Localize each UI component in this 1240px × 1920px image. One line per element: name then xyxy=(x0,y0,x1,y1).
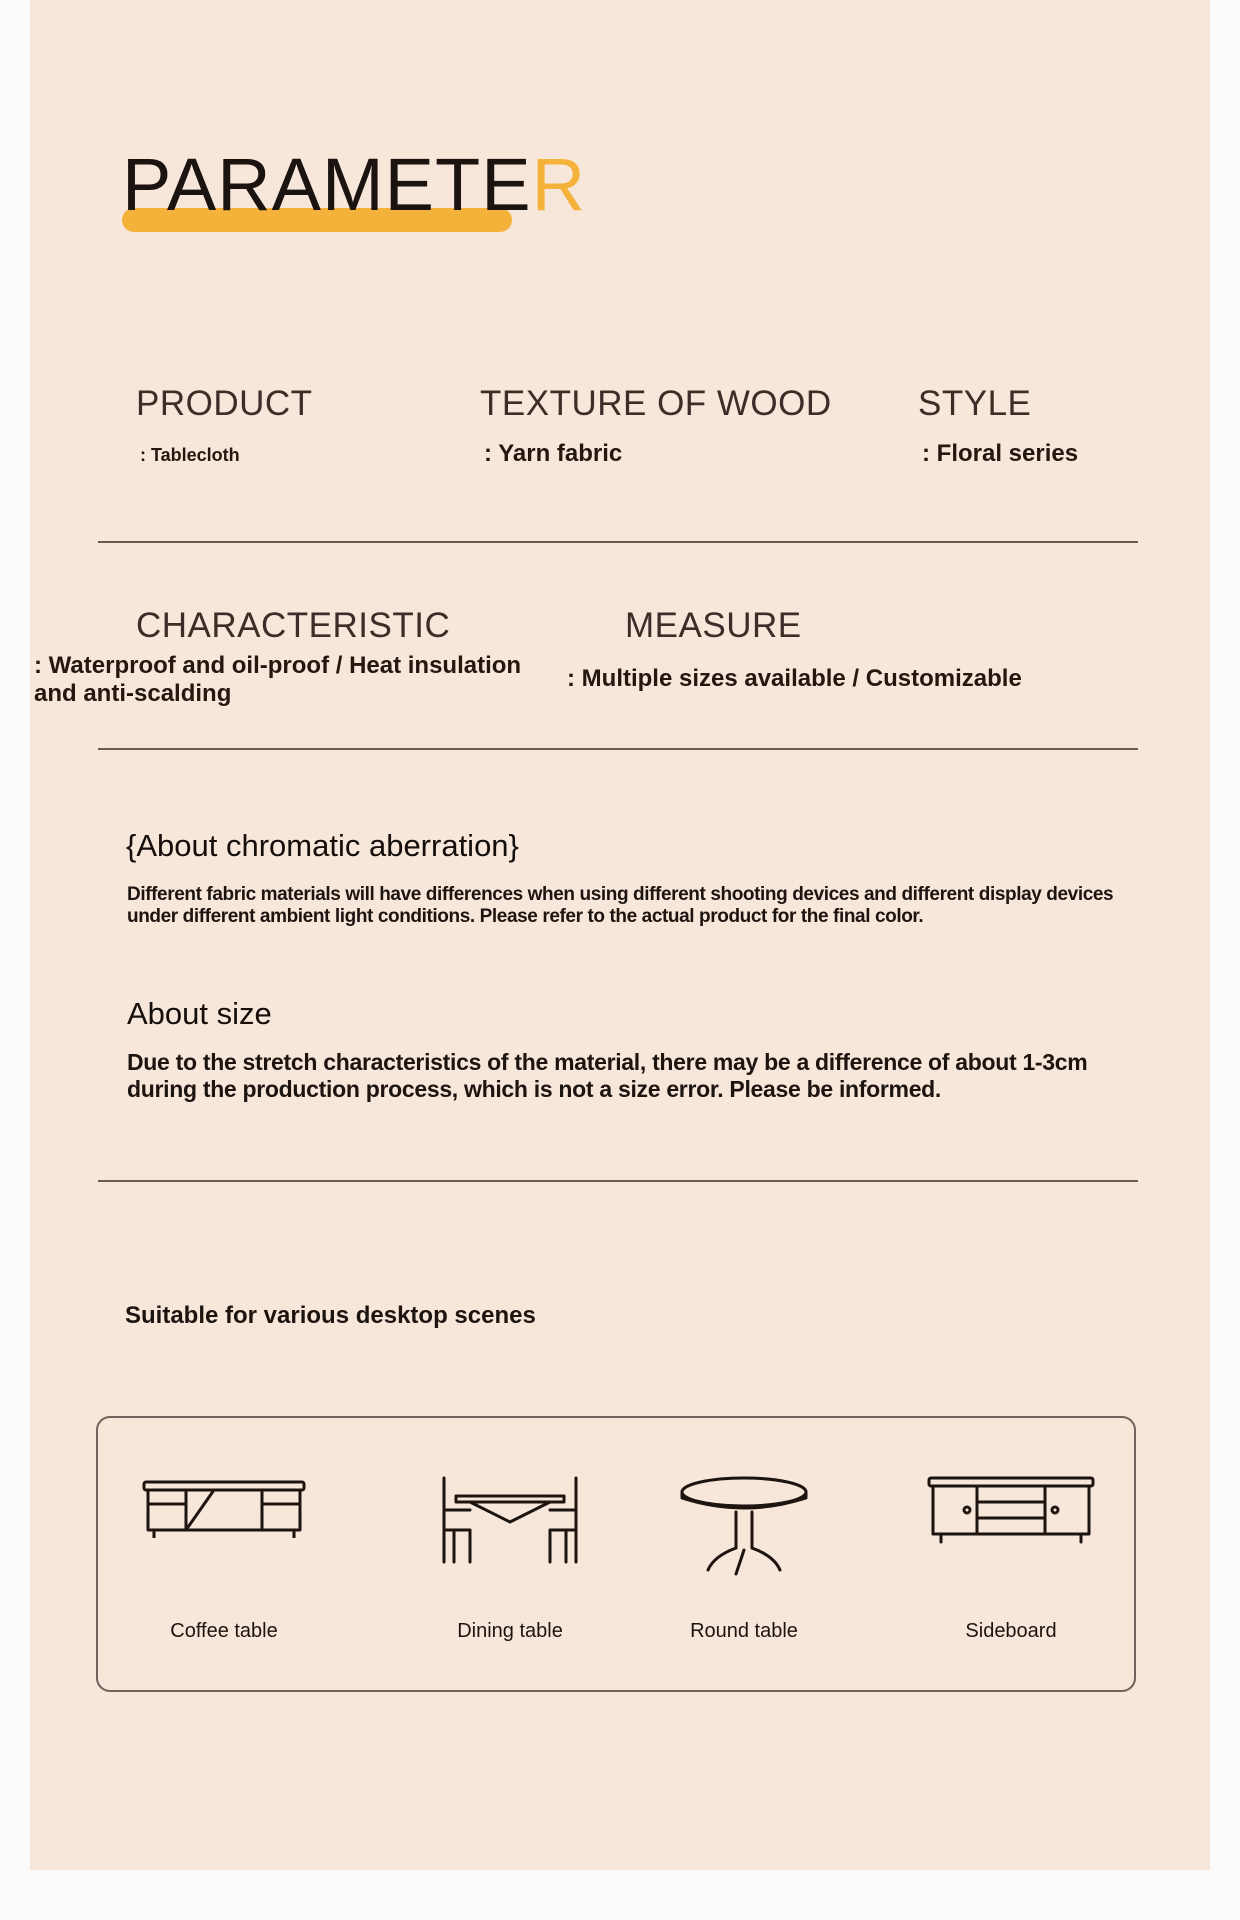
scene-coffee-table xyxy=(124,1470,324,1642)
scenes-box xyxy=(96,1416,1136,1692)
size-line-1: Due to the stretch characteristics of the material, there may be a difference of about 1-3cm xyxy=(127,1049,1088,1075)
style-value: : Floral series xyxy=(922,440,1079,467)
page-title xyxy=(122,143,587,238)
size-heading: About size xyxy=(127,996,272,1031)
style-label: STYLE xyxy=(918,384,1032,423)
title-last-letter: R xyxy=(531,143,587,226)
size-line-2: during the production process, which is not a size error. Please be informed. xyxy=(127,1076,942,1102)
scene-round-table xyxy=(644,1470,844,1642)
scene-dining-table xyxy=(410,1470,610,1642)
scene-label-round-table: Round table xyxy=(690,1620,798,1642)
divider-3 xyxy=(98,1180,1138,1182)
size-text xyxy=(127,1049,1137,1103)
measure-value: : Multiple sizes available / Customizable xyxy=(567,665,1022,692)
chromatic-text xyxy=(127,884,1137,928)
characteristic-value-line1: : Waterproof and oil-proof / Heat insulation xyxy=(34,652,522,679)
scene-label-sideboard: Sideboard xyxy=(965,1620,1057,1642)
coffee-table-icon xyxy=(134,1470,314,1550)
chromatic-line-2: under different ambient light conditions. Please refer to the actual product for the final color. xyxy=(127,906,924,927)
texture-label: TEXTURE OF WOOD xyxy=(480,384,832,423)
characteristic-label: CHARACTERISTIC xyxy=(136,606,451,645)
scenes-heading: Suitable for various desktop scenes xyxy=(125,1302,536,1329)
chromatic-heading: {About chromatic aberration} xyxy=(126,828,519,863)
texture-value: : Yarn fabric xyxy=(484,440,623,467)
scene-label-coffee-table: Coffee table xyxy=(170,1620,278,1642)
round-table-icon xyxy=(674,1470,814,1580)
characteristic-value xyxy=(34,652,521,708)
product-label: PRODUCT xyxy=(136,384,313,423)
product-value: : Tablecloth xyxy=(140,445,240,465)
measure-label: MEASURE xyxy=(625,606,802,645)
scene-label-dining-table: Dining table xyxy=(457,1620,563,1642)
title-main: PARAMETE xyxy=(122,143,532,226)
chromatic-line-1: Different fabric materials will have differences when using different shooting devices and different display devices xyxy=(127,884,1114,905)
divider-2 xyxy=(98,748,1138,750)
scene-sideboard xyxy=(911,1470,1111,1642)
characteristic-value-line2: and anti-scalding xyxy=(34,680,232,707)
divider-1 xyxy=(98,541,1138,543)
sideboard-icon xyxy=(921,1470,1101,1550)
dining-table-icon xyxy=(430,1470,590,1570)
